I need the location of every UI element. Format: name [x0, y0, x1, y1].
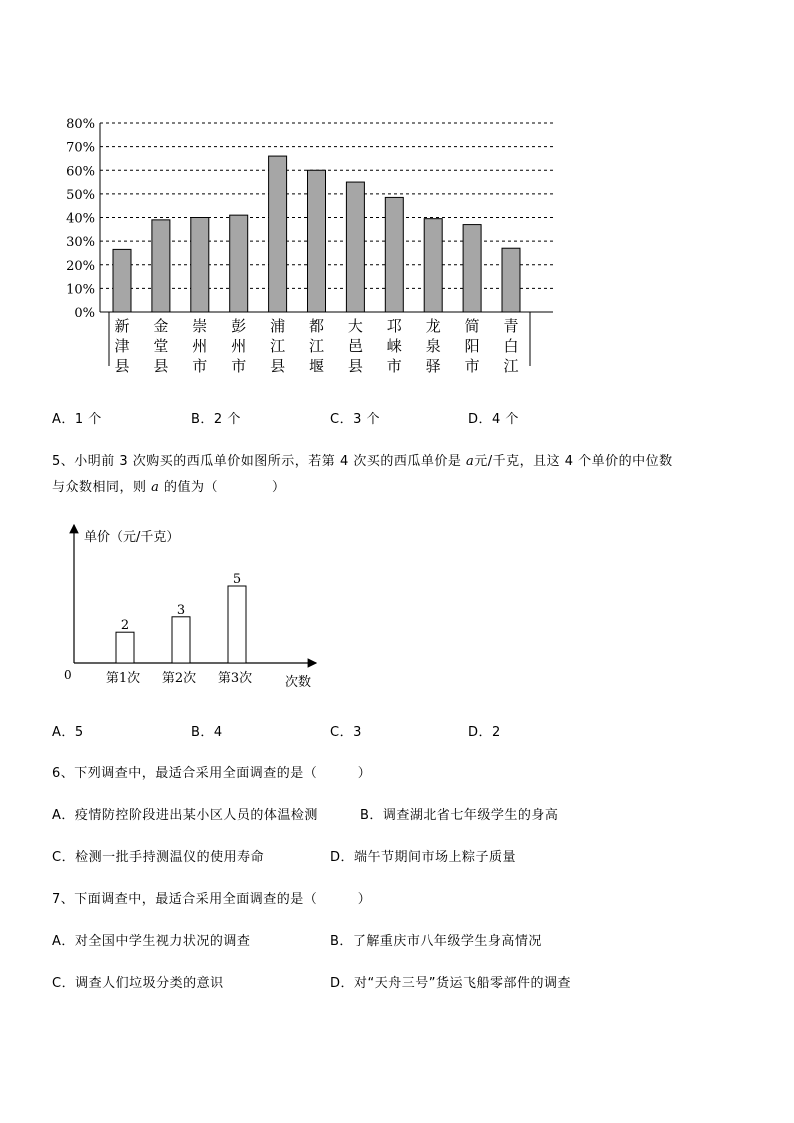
q5-stem-part1: 5、小明前 3 次购买的西瓜单价如图所示，若第 4 次买的西瓜单价是 [52, 454, 466, 469]
x-tick-label-char: 江 [270, 337, 286, 355]
x-category-label: 第1次 [105, 671, 141, 686]
q6-stem: 6、下列调查中，最适合采用全面调查的是（ ） [52, 766, 372, 781]
y-axis-label: 单价（元/千克） [84, 530, 180, 545]
q7-option-d[interactable]: D．对“天舟三号”货运飞船零部件的调查 [330, 976, 571, 991]
bar [152, 220, 170, 312]
bar-value-label: 3 [176, 602, 186, 618]
q5-variable-a-2: a [151, 480, 160, 495]
x-tick-label-char: 新 [114, 317, 130, 335]
price-bar [116, 632, 134, 663]
percentage-bar-chart [0, 0, 794, 380]
q5-stem-part3: 与众数相同，则 [52, 480, 152, 495]
x-tick-label-char: 州 [231, 337, 247, 355]
chart1-y-ticks [66, 117, 95, 321]
y-tick-label: 30% [66, 235, 95, 251]
y-tick-label: 80% [66, 117, 95, 132]
q4-option-c[interactable]: C．3 个 [330, 412, 380, 427]
q5-option-b[interactable]: B．4 [191, 725, 223, 740]
bar [385, 197, 403, 312]
x-tick-label-char: 县 [153, 357, 169, 375]
chart2-bars [106, 572, 252, 686]
bar [308, 170, 326, 312]
x-tick-label-char: 泉 [425, 337, 441, 355]
x-tick-label-char: 市 [192, 357, 208, 375]
q5-stem-part4: 的值为（ ） [159, 480, 286, 495]
x-tick-label-char: 驿 [425, 357, 441, 375]
x-tick-label-char: 彭 [231, 317, 247, 335]
x-tick-label-char: 阳 [464, 337, 480, 355]
bar [230, 215, 248, 312]
x-tick-label-char: 江 [503, 357, 519, 375]
x-tick-label-char: 都 [308, 317, 325, 335]
q5-option-d[interactable]: D．2 [468, 725, 501, 740]
x-tick-label-char: 大 [347, 317, 363, 335]
x-tick-label-char: 县 [114, 357, 130, 375]
y-tick-label: 10% [66, 282, 95, 298]
x-tick-label-char: 县 [347, 357, 363, 375]
x-tick-label-char: 简 [464, 317, 480, 335]
x-tick-label-char: 浦 [270, 317, 286, 335]
origin-label: 0 [64, 668, 72, 682]
x-tick-label-char: 堰 [308, 357, 325, 375]
x-axis-label: 次数 [285, 675, 312, 690]
x-tick-label-char: 金 [153, 317, 169, 335]
x-tick-label-char: 市 [464, 357, 480, 375]
y-tick-label: 50% [66, 187, 95, 203]
bar [113, 249, 131, 312]
bar [424, 219, 442, 312]
q7-option-c[interactable]: C．调查人们垃圾分类的意识 [52, 976, 224, 991]
y-tick-label: 0% [74, 306, 95, 321]
x-category-label: 第2次 [161, 671, 197, 686]
q5-option-a[interactable]: A．5 [52, 725, 84, 740]
x-category-label: 第3次 [217, 671, 253, 686]
price-bar [228, 586, 246, 663]
x-tick-label-char: 邑 [347, 337, 363, 355]
x-tick-label-char: 市 [231, 357, 247, 375]
q5-option-c[interactable]: C．3 [330, 725, 362, 740]
bar [502, 248, 520, 312]
q4-option-b[interactable]: B．2 个 [191, 412, 241, 427]
q4-option-d[interactable]: D．4 个 [468, 412, 519, 427]
y-tick-label: 20% [66, 258, 95, 274]
q7-option-b[interactable]: B．了解重庆市八年级学生身高情况 [330, 934, 542, 949]
q5-stem-part2: 元/千克，且这 4 个单价的中位数 [474, 454, 673, 469]
x-tick-label-char: 津 [114, 337, 130, 355]
x-tick-label-char: 州 [192, 337, 208, 355]
chart1-x-labels [114, 317, 518, 375]
price-bar-chart [0, 515, 794, 695]
x-tick-label-char: 白 [503, 337, 519, 355]
q7-option-a[interactable]: A．对全国中学生视力状况的调查 [52, 934, 251, 949]
q4-option-a[interactable]: A．1 个 [52, 412, 102, 427]
bar-value-label: 2 [120, 618, 130, 634]
q5-variable-a: a [465, 454, 475, 469]
x-tick-label-char: 堂 [153, 337, 169, 355]
x-tick-label-char: 崃 [386, 337, 402, 355]
x-tick-label-char: 青 [503, 317, 519, 335]
x-tick-label-char: 市 [386, 357, 402, 375]
y-tick-label: 70% [66, 140, 95, 156]
bar [346, 182, 364, 312]
q6-option-d[interactable]: D．端午节期间市场上粽子质量 [330, 850, 517, 865]
x-tick-label-char: 邛 [386, 317, 402, 335]
q6-option-c[interactable]: C．检测一批手持测温仪的使用寿命 [52, 850, 265, 865]
q6-option-a[interactable]: A．疫情防控阶段进出某小区人员的体温检测 [52, 808, 318, 823]
q5-stem-line1 [52, 450, 673, 469]
x-tick-label-char: 龙 [425, 317, 441, 335]
price-bar [172, 617, 190, 663]
x-tick-label-char: 县 [270, 357, 286, 375]
bar [269, 156, 287, 312]
q5-stem-line2 [52, 476, 286, 495]
bar-value-label: 5 [232, 572, 242, 587]
bar [191, 218, 209, 313]
q7-stem: 7、下面调查中，最适合采用全面调查的是（ ） [52, 892, 372, 907]
y-tick-label: 60% [66, 164, 95, 180]
x-tick-label-char: 崇 [192, 317, 208, 335]
bar [463, 225, 481, 312]
x-tick-label-char: 江 [308, 337, 325, 355]
y-tick-label: 40% [66, 211, 95, 227]
q6-option-b[interactable]: B．调查湖北省七年级学生的身高 [360, 808, 559, 823]
